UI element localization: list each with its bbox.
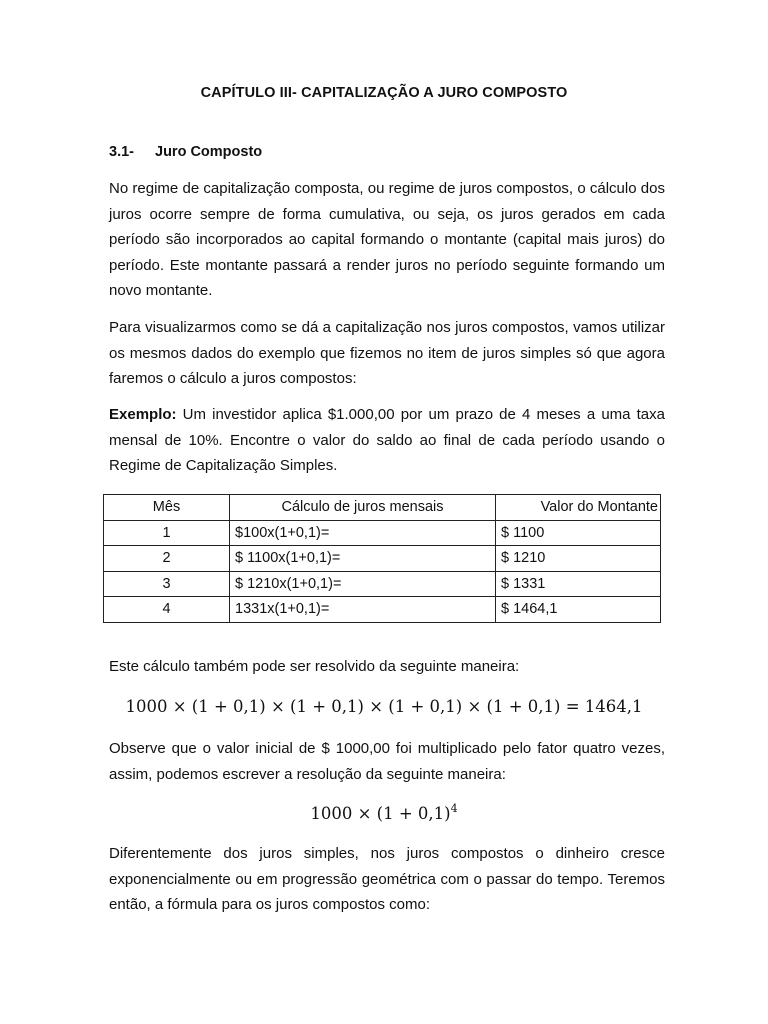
cell-calculation: $ 1100x(1+0,1)= <box>230 546 496 572</box>
paragraph-example <box>109 402 665 479</box>
paragraph-visualize: Para visualizarmos como se dá a capitalização nos juros compostos, vamos utilizar os mesmos dados do exemplo que fizemos no item de juros simples só que agora faremos o cálculo a juros compostos: <box>109 319 665 388</box>
cell-amount: $ 1210 <box>496 546 661 572</box>
cell-calculation: $100x(1+0,1)= <box>230 520 496 546</box>
table-row <box>104 546 661 572</box>
section-title: Juro Composto <box>155 144 263 160</box>
table-header-row <box>104 495 661 521</box>
header-month: Mês <box>104 495 230 521</box>
paragraph-alternative: Este cálculo também pode ser resolvido da seguinte maneira: <box>109 658 520 675</box>
table-row <box>104 571 661 597</box>
example-text: Um investidor aplica $1.000,00 por um prazo de 4 meses a uma taxa mensal de 10%. Encontre o valor do saldo ao final de cada período usando o Regime de Capitalização Simples. <box>109 406 665 475</box>
section-heading <box>109 144 262 160</box>
equation-power-exponent: 4 <box>450 802 458 815</box>
cell-amount: $ 1331 <box>496 571 661 597</box>
cell-month: 3 <box>104 571 230 597</box>
equation-power <box>0 802 768 823</box>
table-row <box>104 597 661 623</box>
compound-interest-table <box>103 494 661 623</box>
cell-calculation: $ 1210x(1+0,1)= <box>230 571 496 597</box>
cell-calculation: 1331x(1+0,1)= <box>230 597 496 623</box>
cell-month: 1 <box>104 520 230 546</box>
cell-amount: $ 1464,1 <box>496 597 661 623</box>
header-calculation: Cálculo de juros mensais <box>230 495 496 521</box>
chapter-title: CAPÍTULO III- CAPITALIZAÇÃO A JURO COMPOSTO <box>200 85 568 101</box>
equation-expanded: 1000 × (1 + 0,1) × (1 + 0,1) × (1 + 0,1) × (1 + 0,1) = 1464,1 <box>125 697 643 716</box>
cell-month: 2 <box>104 546 230 572</box>
cell-amount: $ 1100 <box>496 520 661 546</box>
section-number: 3.1- <box>109 144 134 160</box>
cell-month: 4 <box>104 597 230 623</box>
table-row <box>104 520 661 546</box>
paragraph-difference: Diferentemente dos juros simples, nos juros compostos o dinheiro cresce exponencialmente ou em progressão geométrica com o passar do tempo. Teremos então, a fórmula para os juros compostos como: <box>109 845 665 914</box>
example-label: Exemplo: <box>109 406 177 423</box>
paragraph-intro: No regime de capitalização composta, ou regime de juros compostos, o cálculo dos juros ocorre sempre de forma cumulativa, ou seja, os juros gerados em cada período são incorporados ao capital formando o montante (capital mais juros) do período. Este montante passará a render juros no período seguinte formando um novo montante. <box>109 180 665 300</box>
header-amount: Valor do Montante <box>496 495 661 521</box>
equation-power-base: 1000 × (1 + 0,1) <box>310 804 451 823</box>
paragraph-observe: Observe que o valor inicial de $ 1000,00 foi multiplicado pelo fator quatro vezes, assim, podemos escrever a resolução da seguinte maneira: <box>109 740 665 783</box>
